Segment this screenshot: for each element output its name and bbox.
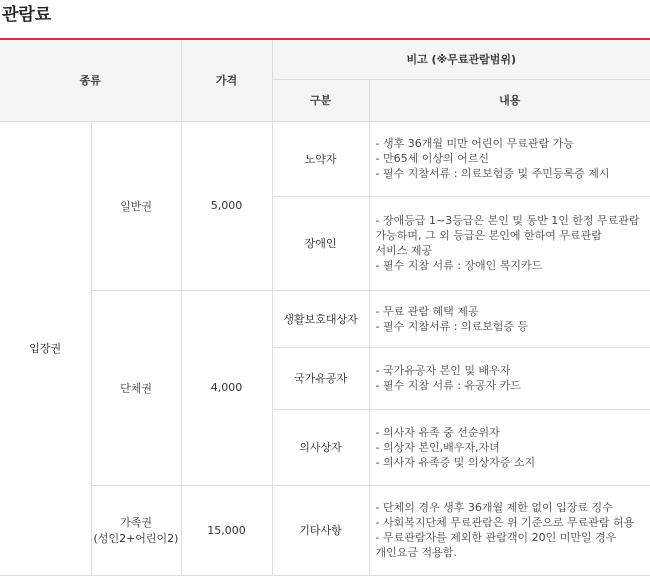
group-cell: 입장권: [0, 121, 91, 575]
category-details: [369, 121, 650, 196]
category-details: [369, 409, 650, 485]
detail-line: 서비스 제공: [375, 244, 433, 257]
header-remarks: 비고 (※무료관람범위): [272, 39, 650, 79]
detail-line: - 단체의 경우 생후 36개월 제한 없이 입장료 징수: [375, 501, 613, 514]
ticket-price: 4,000: [181, 290, 272, 485]
category-label: 노약자: [272, 121, 369, 196]
ticket-name-line: (성인2+어린이2): [93, 532, 179, 545]
ticket-price: 15,000: [181, 485, 272, 575]
detail-line: - 국가유공자 본인 및 배우자: [375, 364, 511, 377]
header-price: 가격: [181, 39, 272, 121]
detail-line: - 무료 관람 혜택 제공: [375, 304, 479, 318]
detail-line: 개인요금 적용함.: [375, 546, 457, 559]
detail-line: - 필수 지참 서류 : 장애인 복지카드: [375, 259, 543, 272]
ticket-price: 5,000: [181, 121, 272, 290]
category-details: [369, 347, 650, 409]
category-label: 국가유공자: [272, 347, 369, 409]
ticket-name: 단체권: [91, 290, 181, 485]
detail-line: - 필수 지참 서류 : 유공자 카드: [375, 379, 522, 392]
page-title: 관람료: [2, 5, 52, 25]
detail-line: - 무료관람자를 제외한 관람객이 20인 미만일 경우: [375, 531, 617, 544]
ticket-name: 일반권: [91, 121, 181, 290]
detail-line: - 의사자 유족 중 선순위자: [375, 425, 500, 439]
category-details: [369, 196, 650, 290]
header-details: 내용: [369, 79, 650, 121]
admission-fee-table: [0, 38, 650, 576]
category-label: 장애인: [272, 196, 369, 290]
detail-line: 가능하며, 그 외 등급은 본인에 한하여 무료관람: [375, 229, 602, 242]
header-type: 종류: [0, 39, 181, 121]
detail-line: - 생후 36개월 미만 어린이 무료관람 가능: [375, 137, 574, 150]
ticket-name-line: 가족권: [120, 516, 152, 529]
header-category: 구분: [272, 79, 369, 121]
detail-line: - 필수 지참서류 : 의료보험증 및 주민등록증 제시: [375, 167, 610, 180]
detail-line: - 의사자 유족증 및 의상자증 소지: [375, 455, 536, 469]
ticket-name: [91, 485, 181, 575]
detail-line: - 의상자 본인,배우자,자녀: [375, 440, 500, 454]
category-details: [369, 290, 650, 347]
detail-line: - 만65세 이상의 어르신: [375, 152, 489, 165]
category-label: 기타사항: [272, 485, 369, 575]
category-label: 생활보호대상자: [272, 290, 369, 347]
detail-line: - 사회복지단체 무료관람은 위 기준으로 무료관람 허용: [375, 516, 635, 529]
category-label: 의사상자: [272, 409, 369, 485]
detail-line: - 장애등급 1~3등급은 본인 및 동반 1인 한정 무료관람: [375, 214, 640, 227]
detail-line: - 필수 지참서류 : 의료보험증 등: [375, 319, 529, 333]
category-details: [369, 485, 650, 575]
